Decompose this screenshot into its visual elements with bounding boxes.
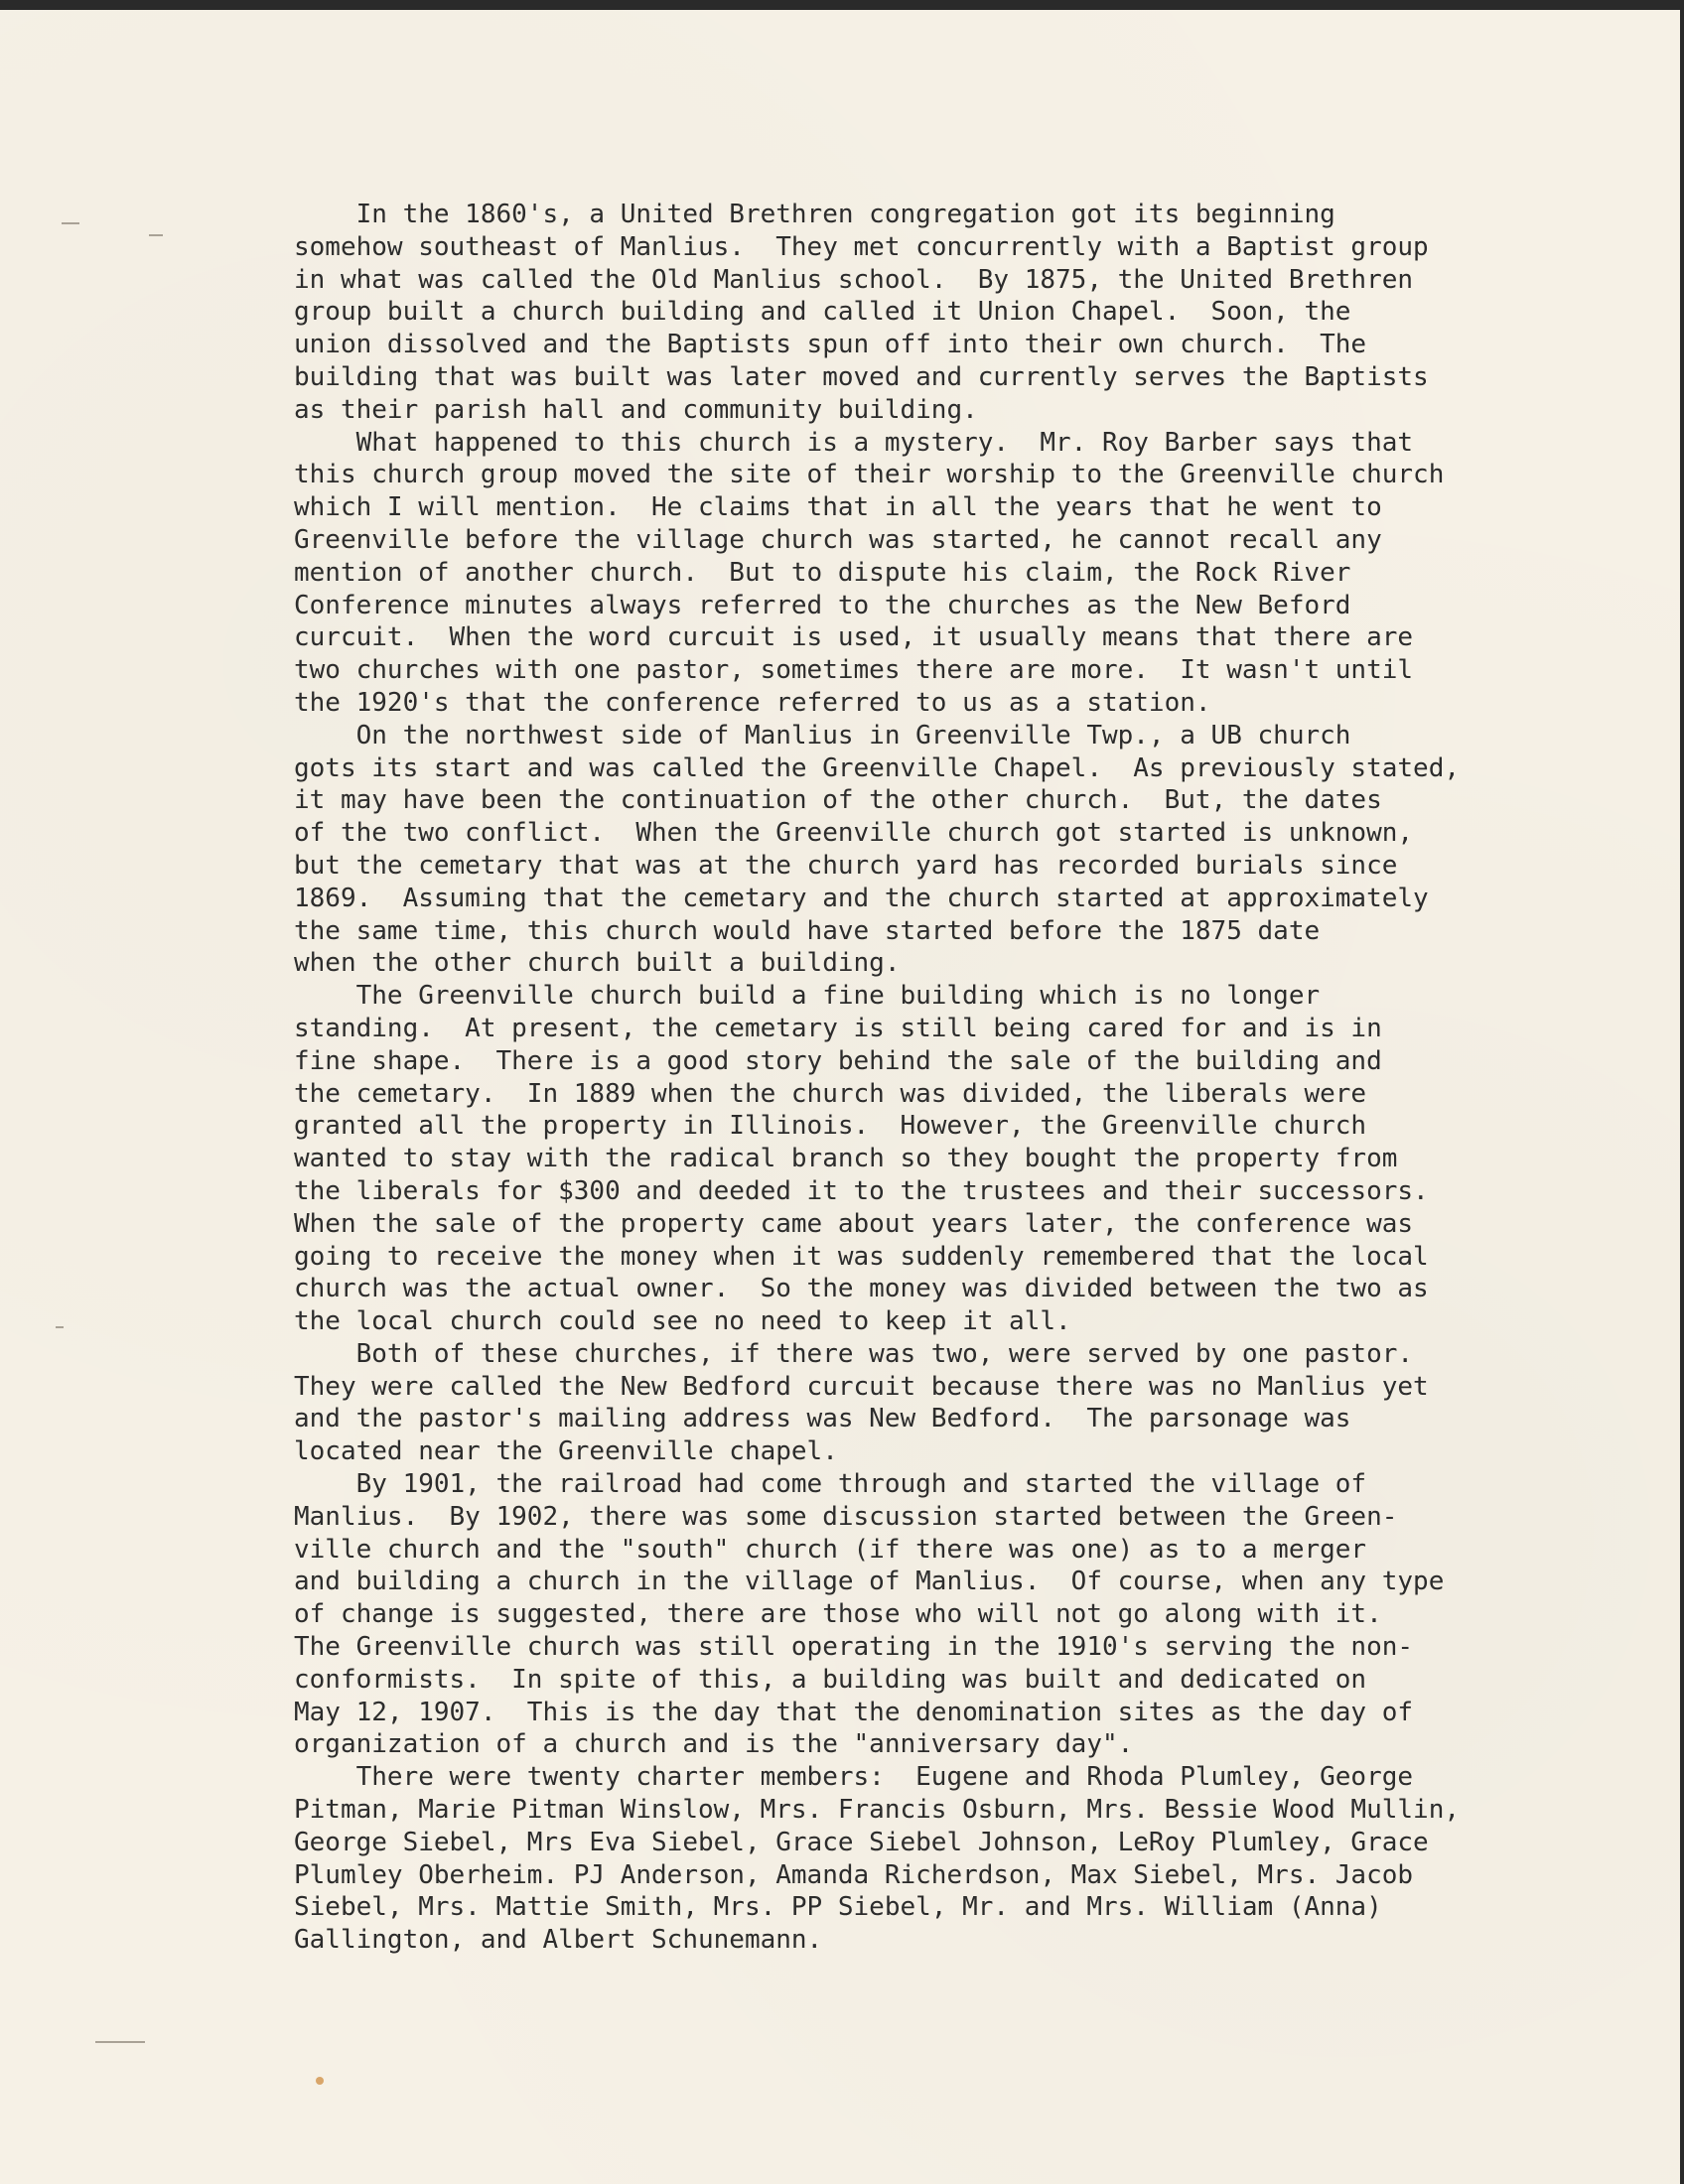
text-line: when the other church built a building. xyxy=(294,948,901,979)
margin-mark xyxy=(62,222,79,224)
text-line: May 12, 1907. This is the day that the denomination sites as the day of xyxy=(294,1697,1414,1727)
text-line: wanted to stay with the radical branch so they bought the property from xyxy=(294,1144,1398,1174)
text-line: By 1901, the railroad had come through and started the village of xyxy=(294,1469,1367,1500)
text-line: the liberals for $300 and deeded it to the trustees and their successors. xyxy=(294,1175,1429,1206)
text-line: gots its start and was called the Greenville Chapel. As previously stated, xyxy=(294,752,1460,783)
margin-mark xyxy=(149,234,163,236)
text-line: Manlius. By 1902, there was some discussion started between the Green- xyxy=(294,1501,1398,1532)
text-line: church was the actual owner. So the money was divided between the two as xyxy=(294,1274,1429,1304)
text-line: organization of a church and is the "anniversary day". xyxy=(294,1729,1134,1760)
text-line: In the 1860's, a United Brethren congregation got its beginning xyxy=(294,200,1335,229)
text-line: granted all the property in Illinois. However, the Greenville church xyxy=(294,1111,1367,1142)
text-line: going to receive the money when it was suddenly remembered that the local xyxy=(294,1241,1429,1272)
text-line: in what was called the Old Manlius school. By 1875, the United Brethren xyxy=(294,264,1414,295)
text-line: the local church could see no need to keep it all. xyxy=(294,1306,1071,1337)
text-line: the same time, this church would have started before the 1875 date xyxy=(294,915,1321,946)
text-line: standing. At present, the cemetary is still being cared for and is in xyxy=(294,1013,1382,1043)
margin-mark xyxy=(56,1326,64,1328)
text-line: located near the Greenville chapel. xyxy=(294,1436,838,1467)
text-line: this church group moved the site of their worship to the Greenville church xyxy=(294,460,1445,490)
text-line: The Greenville church build a fine building which is no longer xyxy=(294,981,1321,1012)
text-line: of the two conflict. When the Greenville church got started is unknown, xyxy=(294,818,1414,849)
text-line: but the cemetary that was at the church yard has recorded burials since xyxy=(294,850,1398,881)
text-line: The Greenville church was still operating in the 1910's serving the non- xyxy=(294,1632,1414,1663)
text-line: it may have been the continuation of the other church. But, the dates xyxy=(294,785,1382,816)
text-line: union dissolved and the Baptists spun off into their own church. The xyxy=(294,330,1367,360)
text-line: 1869. Assuming that the cemetary and the church started at approximately xyxy=(294,883,1429,913)
text-line: Conference minutes always referred to the churches as the New Beford xyxy=(294,590,1351,620)
text-line: as their parish hall and community building. xyxy=(294,394,978,425)
text-line: Pitman, Marie Pitman Winslow, Mrs. Francis Osburn, Mrs. Bessie Wood Mullin, xyxy=(294,1795,1460,1826)
text-line: conformists. In spite of this, a building was built and dedicated on xyxy=(294,1664,1367,1695)
text-line: ville church and the "south" church (if there was one) as to a merger xyxy=(294,1534,1367,1565)
text-line: On the northwest side of Manlius in Greenville Twp., a UB church xyxy=(294,720,1351,751)
text-line: Siebel, Mrs. Mattie Smith, Mrs. PP Siebel, Mr. and Mrs. William (Anna) xyxy=(294,1892,1382,1923)
text-line: There were twenty charter members: Eugene and Rhoda Plumley, George xyxy=(294,1762,1414,1793)
typed-text-body xyxy=(294,199,1545,1957)
text-line: Both of these churches, if there was two, were served by one pastor. xyxy=(294,1338,1414,1369)
paper-stain xyxy=(316,2077,324,2085)
text-line: Plumley Oberheim. PJ Anderson, Amanda Richerdson, Max Siebel, Mrs. Jacob xyxy=(294,1859,1414,1890)
text-line: George Siebel, Mrs Eva Siebel, Grace Siebel Johnson, LeRoy Plumley, Grace xyxy=(294,1827,1429,1857)
text-line: mention of another church. But to dispute his claim, the Rock River xyxy=(294,557,1351,588)
text-line: somehow southeast of Manlius. They met concurrently with a Baptist group xyxy=(294,231,1429,262)
text-line: two churches with one pastor, sometimes there are more. It wasn't until xyxy=(294,655,1414,686)
text-line: Gallington, and Albert Schunemann. xyxy=(294,1925,823,1956)
text-line: Greenville before the village church was started, he cannot recall any xyxy=(294,524,1382,555)
text-line: which I will mention. He claims that in all the years that he went to xyxy=(294,492,1382,523)
text-line: and the pastor's mailing address was New Bedford. The parsonage was xyxy=(294,1404,1351,1434)
text-line: group built a church building and called it Union Chapel. Soon, the xyxy=(294,297,1351,328)
text-line: and building a church in the village of Manlius. Of course, when any type xyxy=(294,1567,1445,1597)
text-line: of change is suggested, there are those who will not go along with it. xyxy=(294,1599,1382,1630)
text-line: When the sale of the property came about years later, the conference was xyxy=(294,1208,1414,1239)
text-line: building that was built was later moved and currently serves the Baptists xyxy=(294,361,1429,392)
text-line: They were called the New Bedford curcuit because there was no Manlius yet xyxy=(294,1371,1429,1402)
margin-mark xyxy=(95,2041,145,2043)
text-line: the cemetary. In 1889 when the church was divided, the liberals were xyxy=(294,1078,1367,1109)
text-line: curcuit. When the word curcuit is used, it usually means that there are xyxy=(294,622,1414,653)
text-line: fine shape. There is a good story behind the sale of the building and xyxy=(294,1045,1382,1076)
text-line: the 1920's that the conference referred to us as a station. xyxy=(294,687,1211,718)
text-line: What happened to this church is a mystery. Mr. Roy Barber says that xyxy=(294,427,1414,458)
